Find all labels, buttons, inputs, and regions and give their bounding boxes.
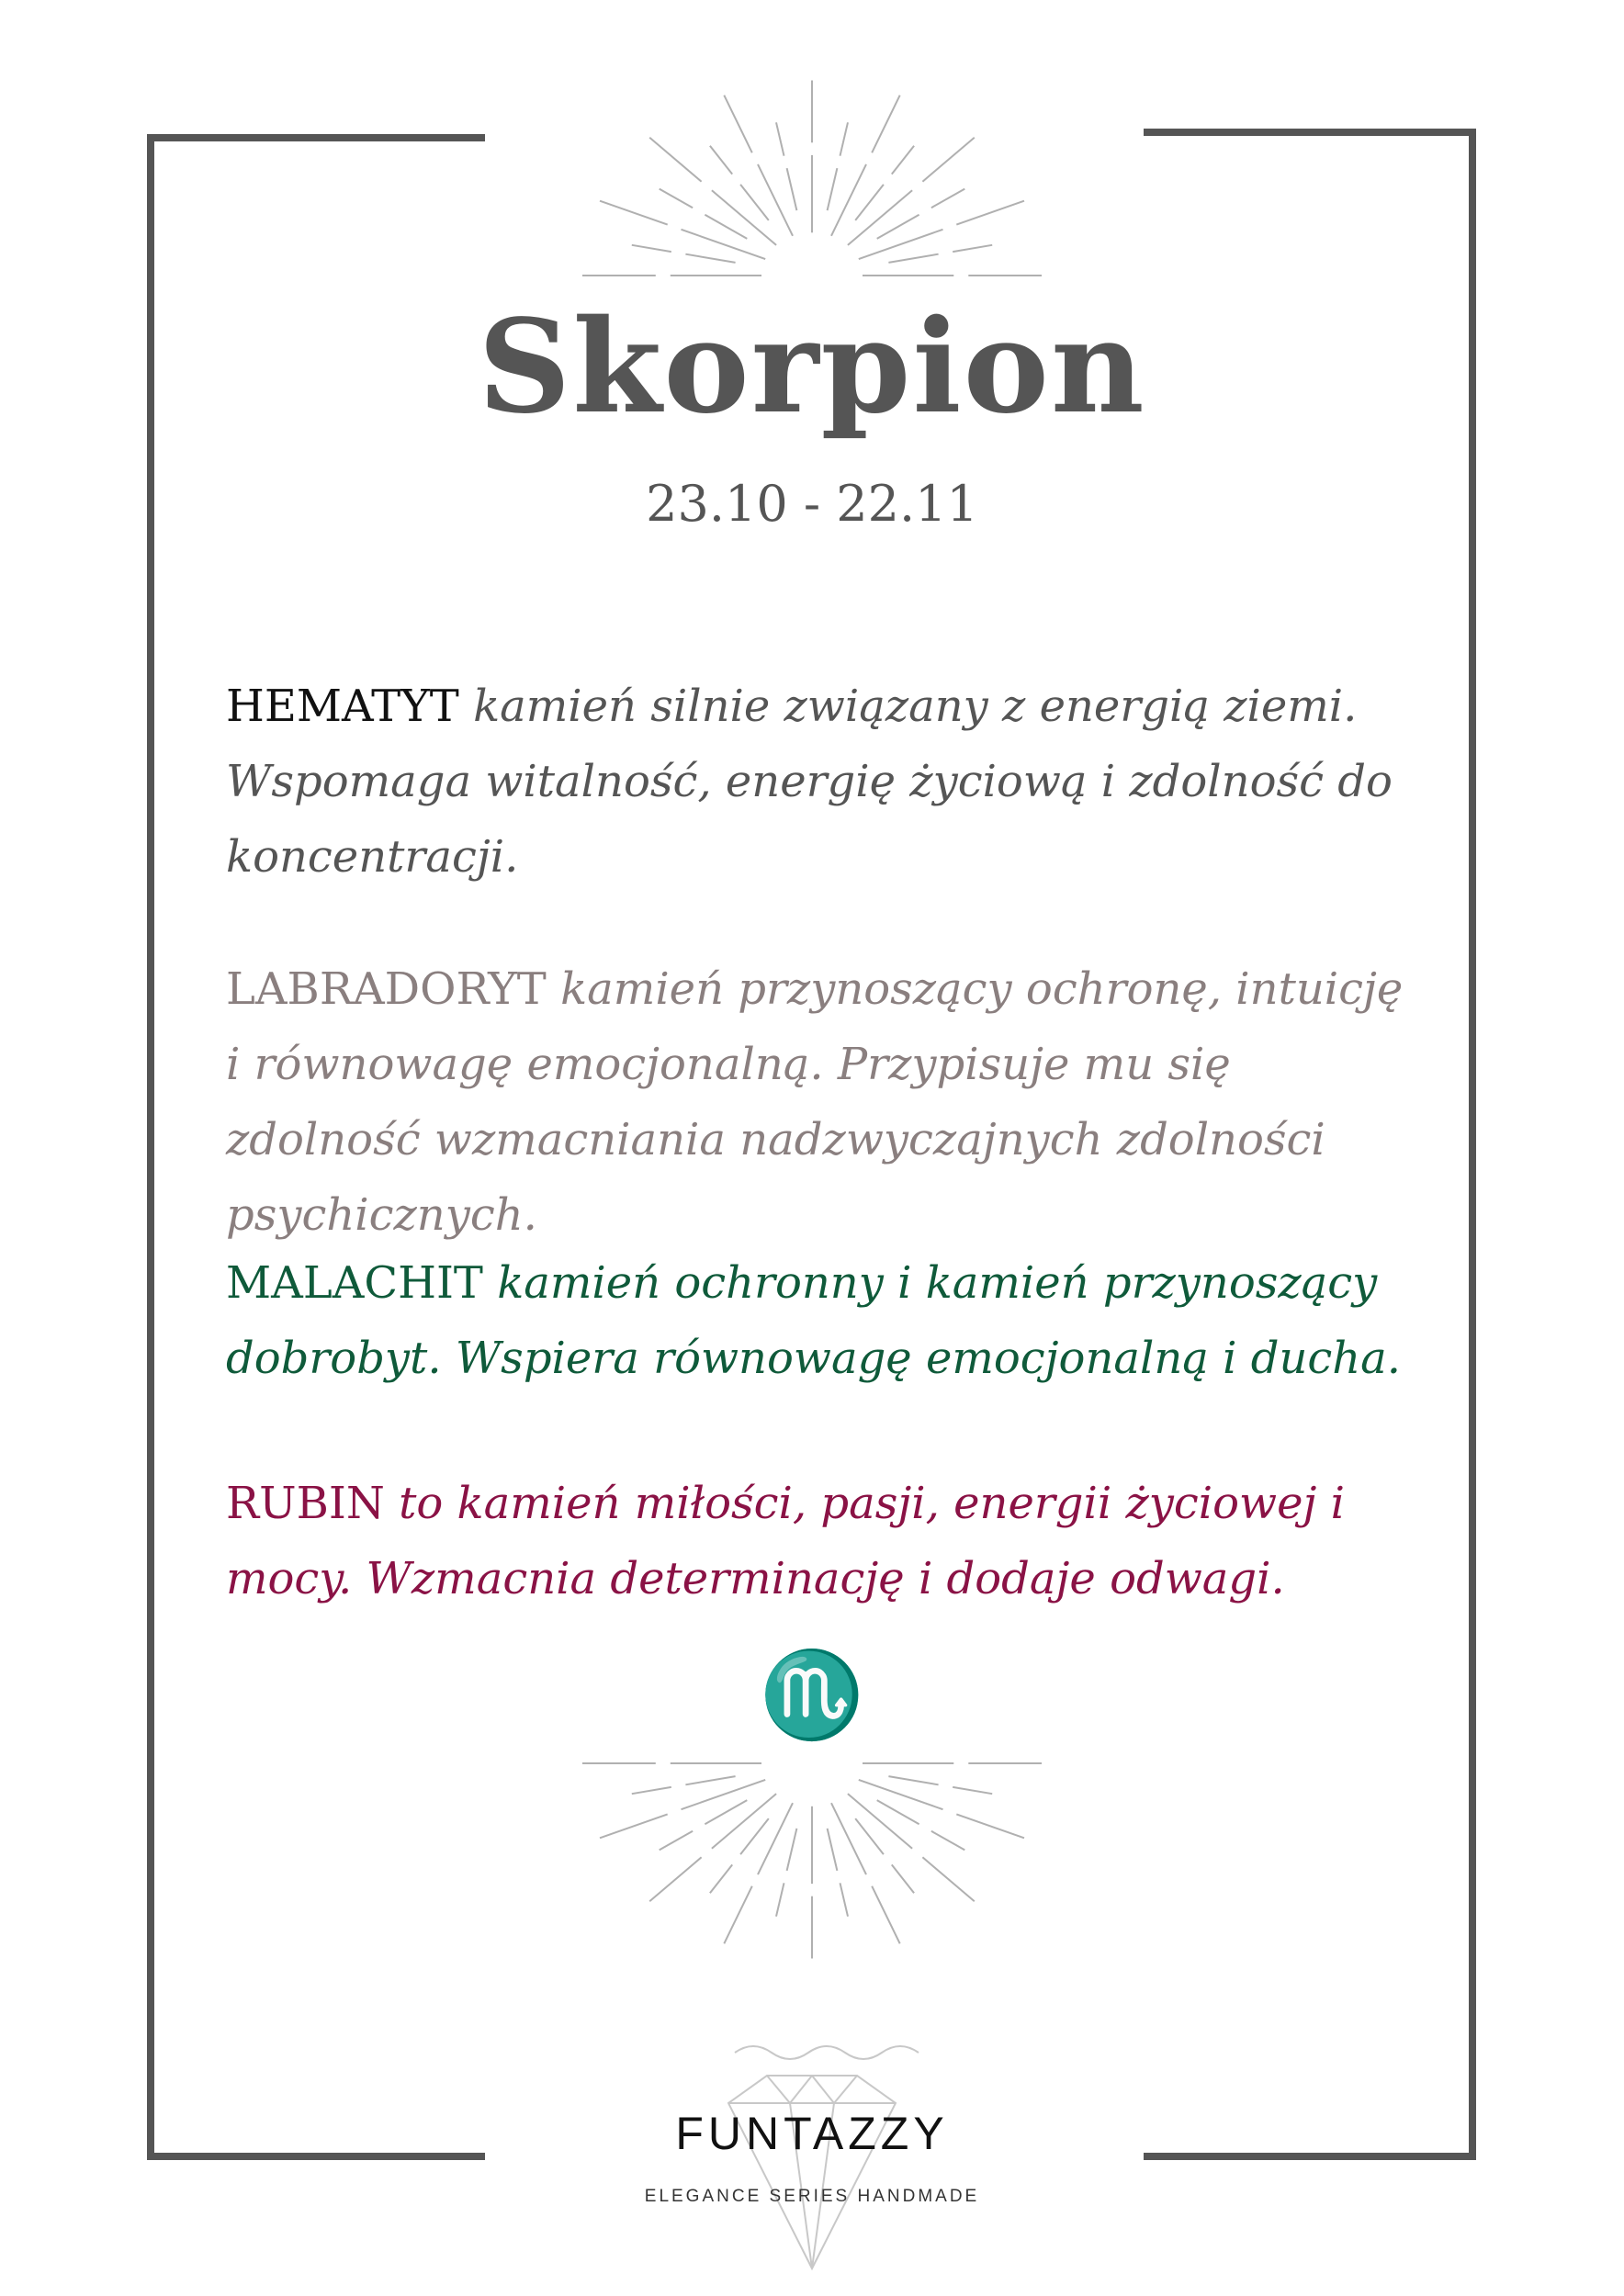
stone-name: HEMATYT: [226, 681, 459, 732]
scorpio-symbol-icon: ♏: [759, 1646, 865, 1744]
stone-description: kamień silnie związany z energią ziemi. Wspomaga witalność, energię życiową i zdolność do koncentracji.: [226, 681, 1393, 883]
stone-hematyt: [226, 669, 1420, 895]
frame-top-right: [1144, 129, 1476, 136]
stone-malachit: [226, 1245, 1420, 1396]
frame-right: [1469, 129, 1476, 2160]
stone-name: MALACHIT: [226, 1257, 483, 1309]
stone-description: to kamień miłości, pasji, energii życiowej i mocy. Wzmacnia determinację i dodaje odwagi.: [226, 1478, 1346, 1604]
brand-tagline: ELEGANCE SERIES HANDMADE: [644, 2187, 980, 2206]
sunburst-bottom-icon: [582, 1763, 1042, 1959]
date-range: 23.10 - 22.11: [646, 475, 978, 533]
sunburst-top-icon: [582, 81, 1042, 276]
frame-top-left: [147, 134, 485, 141]
frame-left: [147, 134, 154, 2160]
page-title: Skorpion: [478, 292, 1146, 443]
stone-rubin: [226, 1466, 1420, 1616]
stone-name: RUBIN: [226, 1478, 385, 1529]
brand-name: FUNTAZZY: [675, 2108, 949, 2159]
stone-description: kamień przynoszący ochronę, intuicję i równowagę emocjonalną. Przypisuje mu się zdolność wzmacniania nadzwyczajnych zdolności psychicznych.: [226, 963, 1404, 1241]
stone-labradoryt: [226, 951, 1420, 1253]
stone-description: kamień ochronny i kamień przynoszący dobrobyt. Wspiera równowagę emocjonalną i ducha.: [226, 1257, 1402, 1384]
stone-name: LABRADORYT: [226, 963, 547, 1015]
